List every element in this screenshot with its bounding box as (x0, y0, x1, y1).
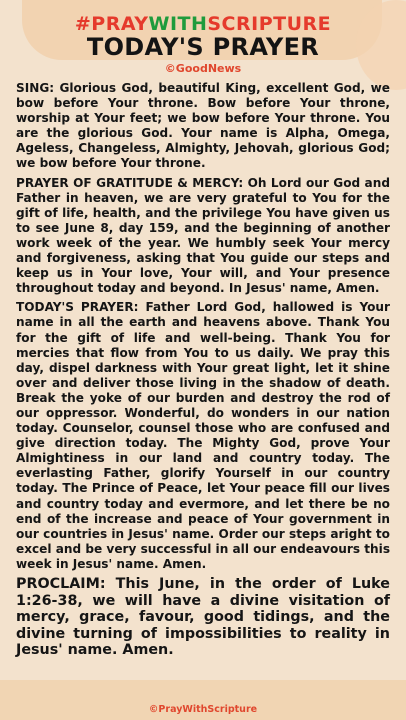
hashtag-word-with: WITH (148, 13, 208, 35)
paragraph-proclaim: PROCLAIM: This June, in the order of Luke 1:26-38, we will have a divine visitation of mercy, grace, favour, good tidings, and the divine turning of impossibilities to reality in Jesus' name. Amen. (16, 576, 390, 659)
hashtag-symbol: # (74, 13, 92, 35)
footer-credit: ©PrayWithScripture (148, 704, 258, 715)
paragraph-gratitude: PRAYER OF GRATITUDE & MERCY: Oh Lord our God and Father in heaven, we are very grateful to You for the gift of life, health, and the privilege You have given us to see June 8, day 159, and the beginning of another work week of the year. We humbly seek Your mercy and forgiveness, asking that You guide our steps and keep us in Your love, Your will, and Your presence throughout today and beyond. In Jesus' name, Amen. (16, 175, 390, 296)
hashtag-word-scripture: SCRIPTURE (207, 13, 332, 35)
prayer-content (16, 81, 390, 659)
page-title: TODAY'S PRAYER (86, 33, 320, 61)
hashtag-word-pray: PRAY (91, 13, 149, 35)
credit-label: ©GoodNews (164, 62, 242, 75)
paragraph-todays-prayer: TODAY'S PRAYER: Father Lord God, hallowed is Your name in all the earth and heavens above. Thank You for the gift of life and well-being. Thank You for mercies that flow from You to us daily. We pray this day, dispel darkness with Your great light, let it shine over and deliver those living in the shadow of death. Break the yoke of our burden and destroy the rod of our oppressor. Wonderful, do wonders in our nation today. Counselor, counsel those who are confused and give direction today. The Mighty God, prove Your Almightiness in our land and country today. The everlasting Father, glorify Yourself in our country today. The Prince of Peace, let Your peace fill our lives and country today and evermore, and let there be no end of the increase and peace of Your government in our countries in Jesus' name. Order our steps aright to excel and be very successful in all our endeavours this week in Jesus' name. Amen. (16, 300, 391, 571)
header (0, 0, 406, 77)
paragraph-sing: SING: Glorious God, beautiful King, excellent God, we bow before Your throne. Bow before Your throne, worship at Your feet; we bow before Your throne. You are the glorious God. Your name is Alpha, Omega, Ageless, Changeless, Almighty, Jehovah, glorious God; we bow before Your throne. (16, 81, 390, 171)
hashtag-title (0, 14, 406, 34)
